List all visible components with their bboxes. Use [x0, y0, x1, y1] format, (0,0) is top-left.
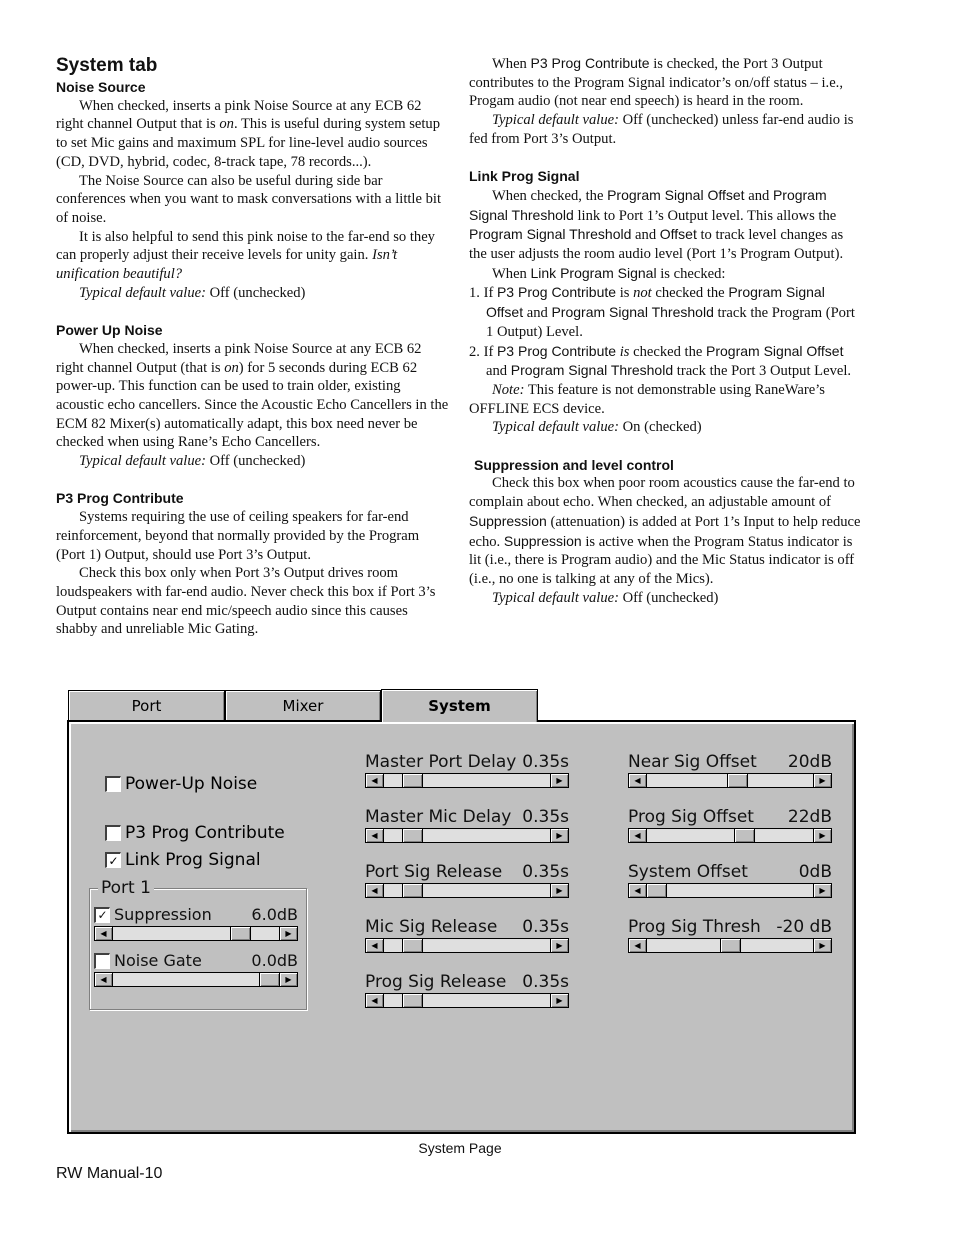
control-value: 20dB	[787, 752, 832, 772]
control-slider[interactable]	[628, 828, 832, 843]
control-value: 0.35s	[522, 972, 569, 992]
link-default: Typical default value: On (checked)	[492, 419, 702, 436]
arrow-left-icon[interactable]: ◀	[366, 774, 384, 787]
heading-power-up-noise: Power Up Noise	[56, 322, 163, 339]
right-control-0	[628, 752, 832, 792]
mid-control-2	[365, 862, 569, 902]
suppression-control	[94, 905, 298, 945]
tab-mixer[interactable]: Mixer	[225, 690, 381, 720]
link-when: When Link Program Signal is checked:	[492, 264, 726, 282]
checkbox-label: Link Prog Signal	[125, 850, 261, 870]
power-up-default: Typical default value: Off (unchecked)	[79, 453, 306, 470]
control-slider[interactable]	[365, 883, 569, 898]
control-label: Prog Sig Release	[365, 972, 507, 992]
figure-caption: System Page	[418, 1140, 502, 1156]
arrow-left-icon[interactable]: ◀	[629, 884, 647, 897]
system-page-screenshot	[67, 690, 856, 1134]
noise-source-p2: The Noise Source can also be useful during side bar conferences when you want to mask conversations with a little bit of noise.	[56, 172, 442, 226]
control-value: 0.35s	[522, 752, 569, 772]
arrow-right-icon[interactable]: ▶	[550, 774, 568, 787]
control-label: Mic Sig Release	[365, 917, 498, 937]
arrow-left-icon[interactable]: ◀	[629, 774, 647, 787]
control-slider[interactable]	[365, 938, 569, 953]
control-label: Near Sig Offset	[628, 752, 757, 772]
control-value: 0.35s	[522, 917, 569, 937]
tab-port[interactable]: Port	[68, 690, 225, 720]
arrow-right-icon[interactable]: ▶	[550, 994, 568, 1007]
link-item-2: 2. If P3 Prog Contribute is checked the Program Signal Offset and Program Signal Threshold track the Port 3 Output Level.	[469, 342, 852, 380]
slider-thumb[interactable]	[259, 973, 280, 986]
control-value: 0.35s	[522, 807, 569, 827]
left-column	[56, 54, 450, 639]
suppression-value: 6.0dB	[251, 905, 298, 924]
p3-p2: Check this box only when Port 3’s Output drives room loudspeakers with far-end audio. Never check this box if Port 3’s Output contains near end mic/speech audio since this causes shabby and unreliable Mic Gating.	[56, 565, 436, 638]
suppression-slider[interactable]	[94, 926, 298, 941]
arrow-right-icon[interactable]: ▶	[813, 774, 831, 787]
arrow-right-icon[interactable]: ▶	[813, 939, 831, 952]
arrow-left-icon[interactable]: ◀	[366, 994, 384, 1007]
noise-gate-slider[interactable]	[94, 972, 298, 987]
link-item-1: 1. If P3 Prog Contribute is not checked the Program Signal Offset and Program Signal Threshold track the Program (Port 1 Output) Level.	[469, 284, 855, 340]
p3-prog-contribute-checkbox[interactable]	[105, 823, 285, 843]
link-note: Note: This feature is not demonstrable using RaneWare’s OFFLINE ECS device.	[469, 381, 825, 417]
heading-p3-prog-contribute: P3 Prog Contribute	[56, 490, 184, 507]
checkbox-box	[105, 825, 121, 841]
port1-group	[89, 878, 307, 1010]
control-value: 0dB	[798, 862, 832, 882]
slider-thumb[interactable]	[646, 884, 667, 897]
p3-contribute-text: When P3 Prog Contribute is checked, the Port 3 Output contributes to the Program Signal indicator’s on/off status – i.e., Progam audio (not near end speech) is heard in the room.	[469, 55, 843, 110]
checkbox-box: ✓	[105, 852, 121, 868]
heading-noise-source: Noise Source	[56, 79, 146, 95]
mid-control-3	[365, 917, 569, 957]
control-slider[interactable]	[628, 883, 832, 898]
arrow-right-icon[interactable]: ▶	[550, 939, 568, 952]
arrow-right-icon[interactable]: ▶	[813, 829, 831, 842]
heading-link-prog-signal: Link Prog Signal	[469, 168, 580, 185]
slider-thumb[interactable]	[402, 994, 423, 1007]
system-tab-body	[67, 720, 856, 1134]
arrow-left-icon[interactable]: ◀	[629, 829, 647, 842]
link-p1: When checked, the Program Signal Offset and Program Signal Threshold link to Port 1’s Output level. This allows the Program Signal Threshold and Offset to track level changes as the user adjusts the room audio level (Port 1’s Program Output).	[469, 186, 844, 263]
supp-default: Typical default value: Off (unchecked)	[492, 589, 719, 606]
noise-gate-control	[94, 951, 298, 991]
noise-gate-checkbox[interactable]	[94, 953, 110, 969]
mid-control-4	[365, 972, 569, 1012]
mid-control-1	[365, 807, 569, 847]
tab-system[interactable]: System	[381, 689, 538, 722]
arrow-right-icon[interactable]: ▶	[550, 884, 568, 897]
control-label: Port Sig Release	[365, 862, 503, 882]
power-up-noise-checkbox[interactable]	[105, 774, 257, 794]
arrow-right-icon[interactable]: ▶	[279, 927, 297, 940]
control-value: -20 dB	[776, 917, 832, 937]
slider-thumb[interactable]	[402, 939, 423, 952]
slider-thumb[interactable]	[402, 884, 423, 897]
noise-gate-value: 0.0dB	[251, 951, 298, 970]
heading-suppression: Suppression and level control	[474, 456, 674, 473]
section-title: System tab	[56, 55, 158, 76]
right-control-1	[628, 807, 832, 847]
checkbox-box	[105, 776, 121, 792]
slider-thumb[interactable]	[720, 939, 741, 952]
slider-thumb[interactable]	[402, 829, 423, 842]
arrow-left-icon[interactable]: ◀	[629, 939, 647, 952]
control-value: 22dB	[787, 807, 832, 827]
control-slider[interactable]	[365, 993, 569, 1008]
control-slider[interactable]	[628, 938, 832, 953]
checkbox-label: Power-Up Noise	[125, 774, 258, 794]
right-column	[469, 54, 863, 607]
control-value: 0.35s	[522, 862, 569, 882]
group-title: Port 1	[98, 878, 154, 898]
arrow-left-icon[interactable]: ◀	[95, 973, 113, 986]
control-label: Prog Sig Thresh	[628, 917, 761, 937]
arrow-right-icon[interactable]: ▶	[550, 829, 568, 842]
control-label: Master Mic Delay	[365, 807, 512, 827]
slider-thumb[interactable]	[230, 927, 251, 940]
arrow-left-icon[interactable]: ◀	[366, 939, 384, 952]
p3-contribute-default: Typical default value: Off (unchecked) unless far-end audio is fed from Port 3’s Output.	[469, 112, 854, 147]
arrow-left-icon[interactable]: ◀	[366, 884, 384, 897]
right-control-2	[628, 862, 832, 902]
noise-source-p1: When checked, inserts a pink Noise Source at any ECB 62 right channel Output that is on. This is useful during system setup to set Mic gains and maximum SPL for line-level audio sources (CD, DVD, hybrid, codec, 8-track tape, 78 records...).	[56, 97, 441, 170]
control-slider[interactable]	[628, 773, 832, 788]
link-prog-signal-checkbox[interactable]	[105, 850, 261, 870]
control-label: System Offset	[628, 862, 748, 882]
arrow-right-icon[interactable]: ▶	[813, 884, 831, 897]
power-up-p1: When checked, inserts a pink Noise Source at any ECB 62 right channel Output (that is on) for 5 seconds during ECB 62 power-up. This function can be used to train older, existing acoustic echo cancellers. Since the Acoustic Echo Cancellers in the ECM 82 Mixer(s) automatically adapt, this box need never be checked when using Rane’s Echo Cancellers.	[56, 340, 449, 451]
noise-source-p3: It is also helpful to send this pink noise to the far-end so they can properly adjust their receive levels for unity gain. Isn’t unification beautiful?	[56, 228, 435, 283]
p3-p1: Systems requiring the use of ceiling speakers for far-end reinforcement, beyond that normally provided by the Program (Port 1) Output, should use Port 3’s Output.	[56, 509, 420, 563]
slider-thumb[interactable]	[402, 774, 423, 787]
noise-source-default: Typical default value: Off (unchecked)	[79, 284, 306, 301]
slider-thumb[interactable]	[734, 829, 755, 842]
arrow-right-icon[interactable]: ▶	[279, 973, 297, 986]
arrow-left-icon[interactable]: ◀	[366, 829, 384, 842]
suppression-label: Suppression	[114, 905, 212, 924]
slider-thumb[interactable]	[727, 774, 748, 787]
control-label: Master Port Delay	[365, 752, 517, 772]
control-slider[interactable]	[365, 828, 569, 843]
right-control-3	[628, 917, 832, 957]
page-footer: RW Manual-10	[56, 1165, 163, 1182]
control-slider[interactable]	[365, 773, 569, 788]
suppression-checkbox[interactable]: ✓	[94, 907, 110, 923]
mid-control-0	[365, 752, 569, 792]
supp-p1: Check this box when poor room acoustics cause the far-end to complain about echo. When checked, an adjustable amount of Suppression (attenuation) is added at Port 1’s Input to help reduce echo. Suppression is active when the Program Status indicator is lit (i.e., there is Program audio) and the Mic Status indicator is off (i.e., no one is talking at any of the Mics).	[469, 475, 861, 587]
control-label: Prog Sig Offset	[628, 807, 754, 827]
noise-gate-label: Noise Gate	[114, 951, 202, 970]
arrow-left-icon[interactable]: ◀	[95, 927, 113, 940]
checkbox-label: P3 Prog Contribute	[125, 823, 285, 843]
